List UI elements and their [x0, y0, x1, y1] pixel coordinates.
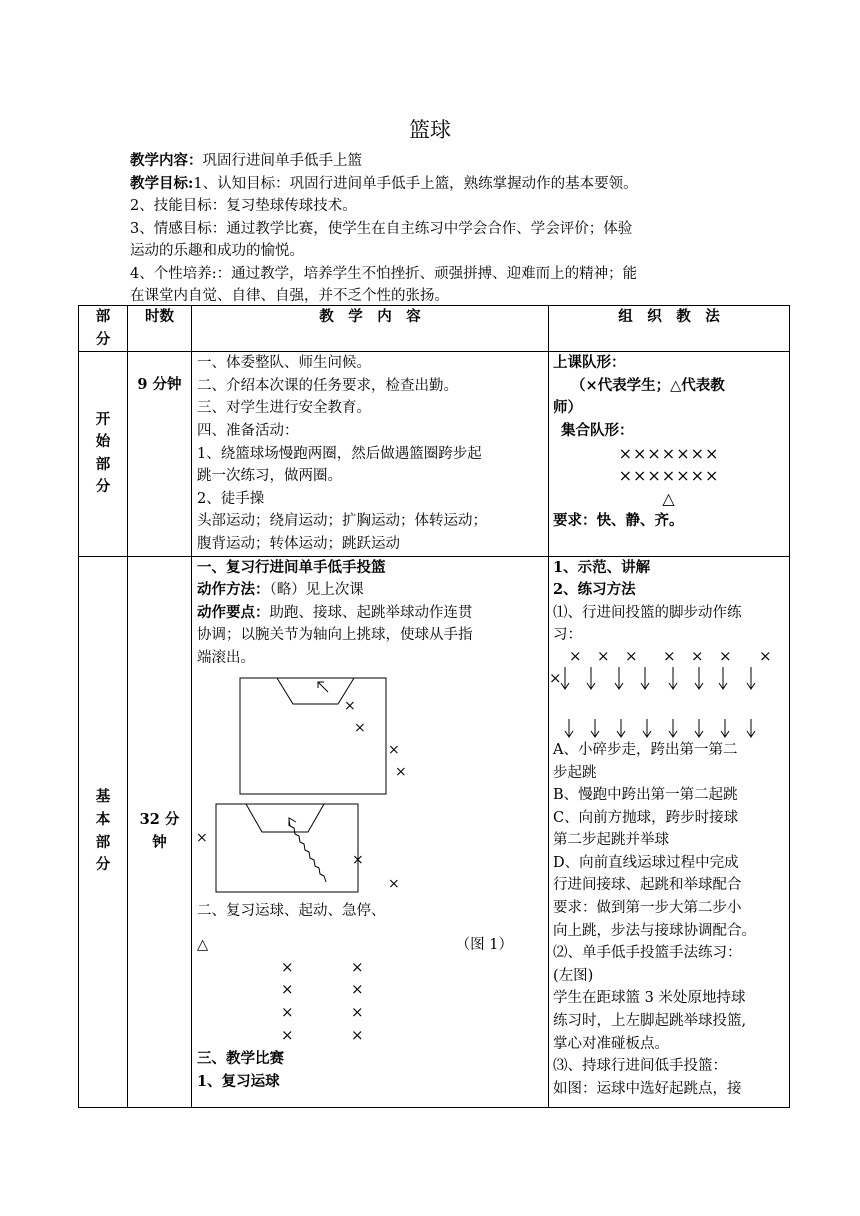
method-legend-b: 师）: [553, 399, 582, 417]
start-part-4: 分: [95, 478, 111, 496]
goal-line-3b: 运动的乐趣和成功的愉悦。: [130, 243, 304, 259]
page-title: 篮球: [409, 118, 451, 142]
start-row: [79, 352, 790, 556]
start-content-line: 2、徒手操: [197, 490, 265, 507]
basic-time-a: 32 分: [139, 810, 180, 828]
svg-text:×: ×: [691, 646, 704, 665]
basic-dribble: 1、复习运球: [197, 1072, 280, 1090]
start-part: [79, 352, 128, 556]
method-4b: (左图): [553, 967, 594, 984]
svg-text:×: ×: [281, 1003, 294, 1022]
method-6: ⑶、持球行进间低手投篮：: [553, 1058, 727, 1075]
lower-court: [196, 804, 400, 892]
footwork-diagram: [549, 647, 781, 739]
method-1: 1、示范、讲解: [553, 558, 651, 576]
content-label: 教学内容：: [130, 152, 203, 169]
lesson-table: [78, 305, 790, 1108]
start-content-line: 四、准备活动：: [197, 422, 299, 439]
method-7: 如图：运球中选好起跳点，接: [553, 1080, 742, 1097]
method-c1: C、向前方抛球，跨步时接球: [553, 809, 739, 826]
start-content-line: 1、绕篮球场慢跑两圈，然后做遇篮圈跨步起: [197, 445, 482, 462]
method-a2: 步起跳: [553, 764, 597, 781]
svg-text:×: ×: [663, 646, 676, 665]
header-method: 组 织 教 法: [549, 306, 790, 352]
basic-method-label: 动作方法：: [197, 581, 270, 599]
method-c2: 第二步起跳并举球: [553, 832, 669, 849]
header-part: [79, 306, 128, 352]
method-a1: A、小碎步走，跨出第一第二: [553, 741, 738, 758]
start-content-line: 腹背运动；转体运动；跳跃运动: [197, 535, 400, 552]
method-r2: 向上跳，步法与接球协调配合。: [553, 922, 756, 939]
goal-line-3a: 3、情感目标：通过教学比赛，使学生在自主练习中学会合作、学会评价；体验: [130, 220, 633, 237]
start-content-line: 二、介绍本次课的任务要求，检查出勤。: [197, 377, 458, 394]
basic-part-1: 基: [95, 788, 111, 806]
teacher-line: [197, 934, 543, 956]
start-time: 9 分钟: [128, 352, 192, 556]
method-requirement: 要求：快、静、齐。: [553, 512, 684, 530]
start-part-2: 始: [95, 433, 111, 451]
header-time: 时数: [128, 306, 192, 352]
method-2: 2、练习方法: [553, 581, 636, 599]
basic-key-label: 动作要点：: [197, 603, 270, 621]
method-b: B、慢跑中跨出第一第二起跳: [553, 787, 738, 804]
method-5b: 练习时，上左脚起跳举球投篮,: [553, 1013, 747, 1030]
method-title: 上课队形：: [553, 354, 626, 372]
basic-content: [192, 556, 549, 1107]
svg-text:×: ×: [549, 668, 562, 687]
basic-key-text-b: 协调；以腕关节为轴向上挑球，使球从手指: [197, 627, 473, 644]
basic-method-col: [549, 556, 790, 1107]
svg-text:×: ×: [388, 741, 400, 758]
svg-text:×: ×: [569, 646, 582, 665]
start-content-line: 头部运动；绕肩运动；扩胸运动；体转运动；: [197, 513, 487, 530]
start-content-line: 三、对学生进行安全教育。: [197, 400, 371, 417]
basic-time: [128, 556, 192, 1107]
method-legend: （×代表学生；△代表教: [571, 376, 725, 394]
start-part-1: 开: [95, 410, 111, 428]
svg-text:×: ×: [759, 646, 772, 665]
teacher-mark: △: [197, 937, 209, 954]
formation-diagram: [192, 956, 538, 1048]
basic-key-text-c: 端滚出。: [197, 649, 255, 666]
basic-row: [79, 556, 790, 1107]
basic-method: [197, 579, 543, 602]
method-formation: 集合队形：: [561, 421, 634, 439]
svg-text:×: ×: [395, 763, 407, 780]
svg-text:×: ×: [281, 980, 294, 999]
goal-line-1: [130, 173, 740, 196]
start-content-line: 跳一次练习，做两圈。: [197, 468, 342, 485]
start-method: [549, 352, 790, 556]
header-row: [79, 306, 790, 352]
content-line: [130, 150, 740, 173]
method-3a: ⑴、行进间投篮的脚步动作练: [553, 604, 742, 621]
start-content-line: 一、体委整队、师生问候。: [197, 355, 371, 372]
basic-title: 一、复习行进间单手低手投篮: [197, 558, 386, 576]
basic-match: 三、教学比赛: [197, 1050, 284, 1068]
content-text: 巩固行进间单手低手上篮: [202, 153, 362, 169]
svg-text:×: ×: [354, 719, 366, 736]
svg-text:×: ×: [281, 958, 294, 977]
header-part-a: 部: [95, 308, 111, 325]
svg-text:×: ×: [344, 697, 356, 714]
basic-review: 二、复习运球、起动、急停、: [197, 902, 386, 919]
figure-label: （图 1）: [455, 937, 513, 954]
goal-1: 1、认知目标：巩固行进间单手低手上篮，熟练掌握动作的基本要领。: [193, 175, 638, 192]
method-d2: 行进间接球、起跳和举球配合: [553, 877, 742, 894]
header-part-b: 分: [95, 330, 111, 348]
svg-text:×: ×: [351, 1026, 364, 1045]
method-d1: D、向前直线运球过程中完成: [553, 854, 739, 871]
header-content: 教 学 内 容: [192, 306, 549, 352]
basic-part-2: 本: [95, 810, 111, 828]
svg-text:×: ×: [719, 646, 732, 665]
method-r1: 要求：做到第一步大第二步小: [553, 900, 742, 917]
formation-row: ×××××××: [618, 443, 720, 463]
intro-section: [130, 150, 740, 308]
svg-text:×: ×: [388, 875, 400, 892]
svg-text:×: ×: [352, 851, 364, 868]
formation-row: ×××××××: [618, 466, 720, 486]
basic-key-text: 助跑、接球、起跳举球动作连贯: [269, 604, 473, 621]
formation-teacher: △: [662, 488, 676, 508]
court-diagram: [192, 670, 538, 900]
svg-text:×: ×: [625, 646, 638, 665]
basic-part-3: 部: [95, 833, 111, 851]
basic-time-b: 钟: [152, 833, 167, 851]
goal-line-2: 2、技能目标：复习垫球传球技术。: [130, 198, 357, 214]
goal-line-4a: 4、个性培养:：通过教学，培养学生不怕挫折、顽强拼搏、迎难而上的精神；能: [130, 265, 638, 282]
basic-method-text: （略）见上次课: [269, 582, 364, 599]
goal-line-4b: 在课堂内自觉、自律、自强，并不乏个性的张扬。: [130, 288, 449, 304]
svg-text:×: ×: [351, 958, 364, 977]
basic-key: [197, 602, 543, 625]
svg-text:×: ×: [281, 1026, 294, 1045]
basic-part-4: 分: [95, 856, 111, 874]
goal-label: 教学目标:: [130, 174, 194, 192]
svg-text:×: ×: [351, 980, 364, 999]
svg-text:×: ×: [196, 829, 208, 846]
start-part-3: 部: [95, 455, 111, 473]
basic-part: [79, 556, 128, 1107]
upper-court: [240, 678, 407, 794]
method-3b: 习：: [553, 627, 582, 644]
method-5c: 掌心对准碰板点。: [553, 1035, 669, 1052]
method-5a: 学生在距球篮 3 米处原地持球: [553, 990, 746, 1007]
start-content: [192, 352, 549, 556]
svg-text:×: ×: [597, 646, 610, 665]
svg-text:×: ×: [351, 1003, 364, 1022]
method-4: ⑵、单手低手投篮手法练习：: [553, 945, 742, 962]
